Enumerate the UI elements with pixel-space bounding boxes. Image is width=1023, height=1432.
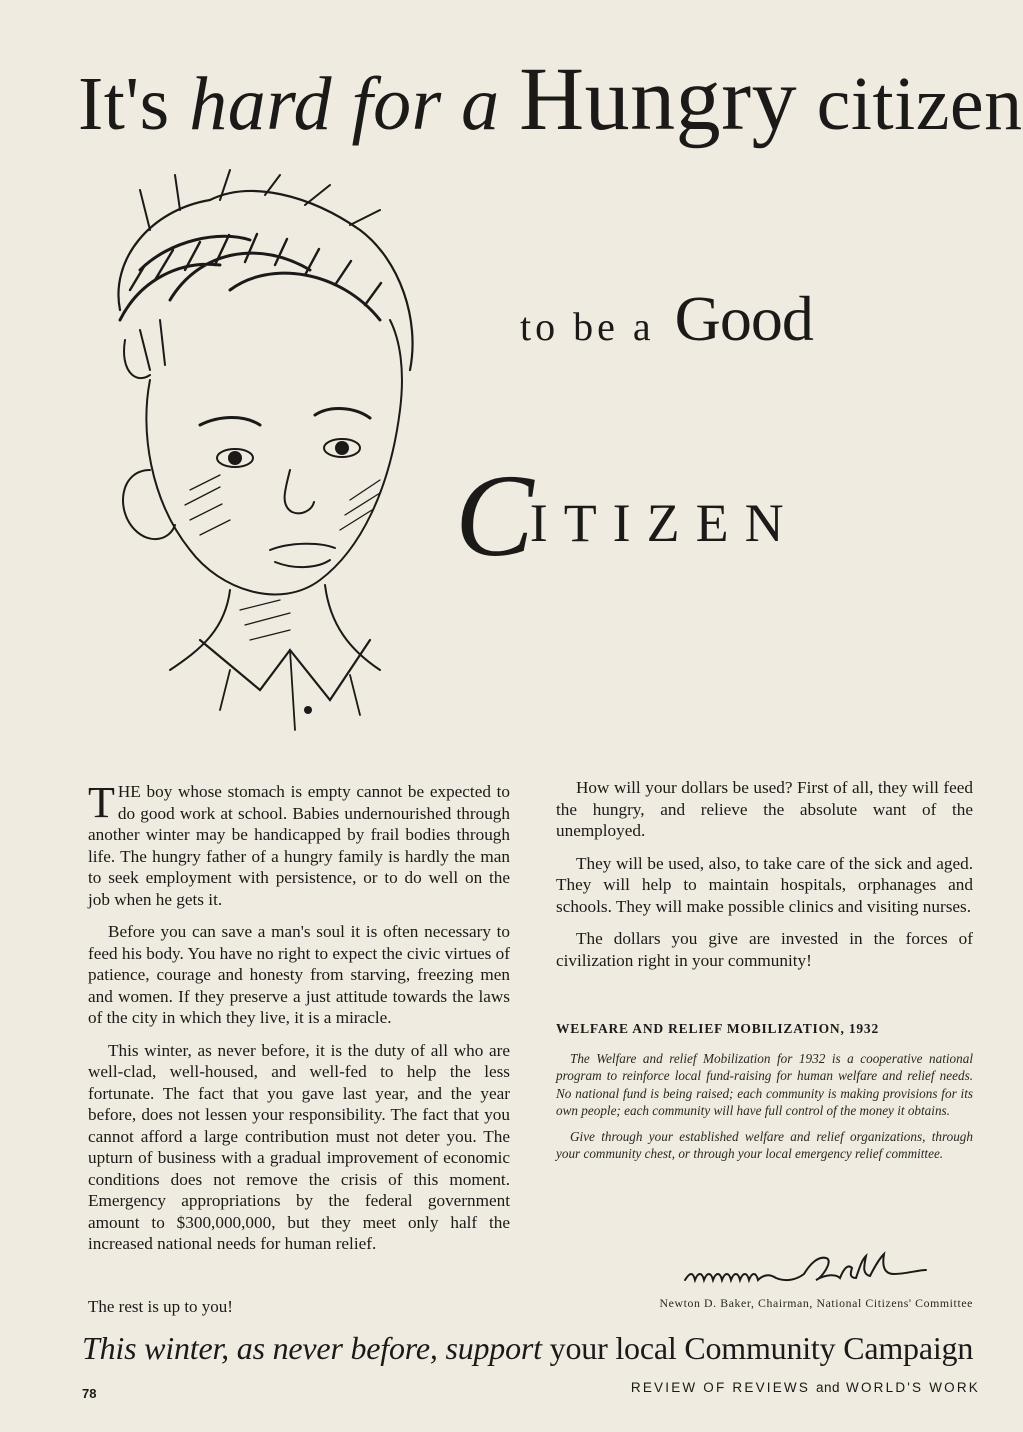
headline-hard-for-a: hard for a	[189, 62, 500, 146]
publication-part-a: REVIEW OF REVIEWS	[630, 1380, 811, 1395]
dropcap: T	[88, 778, 115, 827]
subhead-good: Good	[674, 283, 813, 354]
closing-line: The rest is up to you!	[88, 1297, 233, 1316]
publication-name	[631, 1380, 980, 1395]
welfare-paragraph-1: The Welfare and relief Mobilization for 1932 is a cooperative national program to reinforce local fund-raising for human welfare and relief needs. No national fund is being raised; each community is making provisions for its own people; each community will have full control of the money it obtains.	[556, 1051, 973, 1119]
handwritten-signature	[680, 1252, 970, 1292]
headline-hungry: Hungry	[519, 50, 798, 149]
right-paragraph-2: They will be used, also, to take care of the sick and aged. They will help to maintain hospitals, orphanages and schools. They will make possible clinics and visiting nurses.	[556, 853, 973, 916]
headline-its: It's	[78, 62, 170, 146]
welfare-body	[556, 1050, 973, 1170]
body-paragraph-1-text: HE boy whose stomach is empty cannot be expected to do good work at school. Babies undernourished through another winter may be handicapped by frail bodies through life. The hungry father of a hungry family is hardly the man to seek employment with persistence, or to do well on the job when he gets it.	[88, 782, 510, 909]
subhead-to-be-a: to be a	[520, 304, 655, 349]
subhead-citizen	[455, 448, 800, 584]
subhead-to-be-good	[520, 282, 813, 356]
boy-portrait-illustration	[80, 170, 440, 740]
signature-caption: Newton D. Baker, Chairman, National Citizens' Committee	[659, 1296, 973, 1310]
body-paragraph-1	[88, 778, 510, 910]
headline	[78, 50, 1023, 149]
right-paragraph-3: The dollars you give are invested in the forces of civilization right in your community!	[556, 929, 973, 970]
welfare-paragraph-2: Give through your established welfare and relief organizations, through your community chest, or through your local emergency relief committee.	[556, 1128, 973, 1162]
body-right-column	[556, 777, 973, 982]
page-number: 78	[82, 1386, 97, 1401]
publication-part-b: WORLD'S WORK	[846, 1380, 980, 1395]
slogan-italic-part: This winter, as never before, support	[82, 1330, 542, 1366]
citizen-initial: C	[455, 450, 534, 581]
publication-and: and	[816, 1380, 841, 1395]
slogan-regular-part: your local Community Campaign	[549, 1330, 974, 1366]
welfare-heading: WELFARE AND RELIEF MOBILIZATION, 1932	[556, 1021, 880, 1036]
headline-citizen: citizen	[816, 62, 1023, 146]
citizen-rest: ITIZEN	[529, 493, 800, 553]
body-paragraph-2: Before you can save a man's soul it is often necessary to feed his body. You have no right to expect the civic virtues of patience, courage and honesty from starving, freezing men and women. If they preserve a just attitude towards the laws of the city in which they live, it is a miracle.	[88, 922, 510, 1027]
body-left-column	[88, 778, 510, 1266]
right-paragraph-1: How will your dollars be used? First of all, they will feed the hungry, and relieve the absolute want of the unemployed.	[556, 778, 973, 840]
footer-slogan	[82, 1330, 982, 1367]
body-paragraph-3: This winter, as never before, it is the duty of all who are well-clad, well-housed, and well-fed to help the less fortunate. The fact that you gave last year, and the year before, does not lessen your responsibility. The fact that you cannot afford a large contribution must not deter you. The upturn of business with a gradual improvement of economic conditions does not remove the crisis of this moment. Emergency appropriations by the federal government amount to $300,000,000, but they meet only half the increased national needs for human relief.	[88, 1040, 510, 1253]
